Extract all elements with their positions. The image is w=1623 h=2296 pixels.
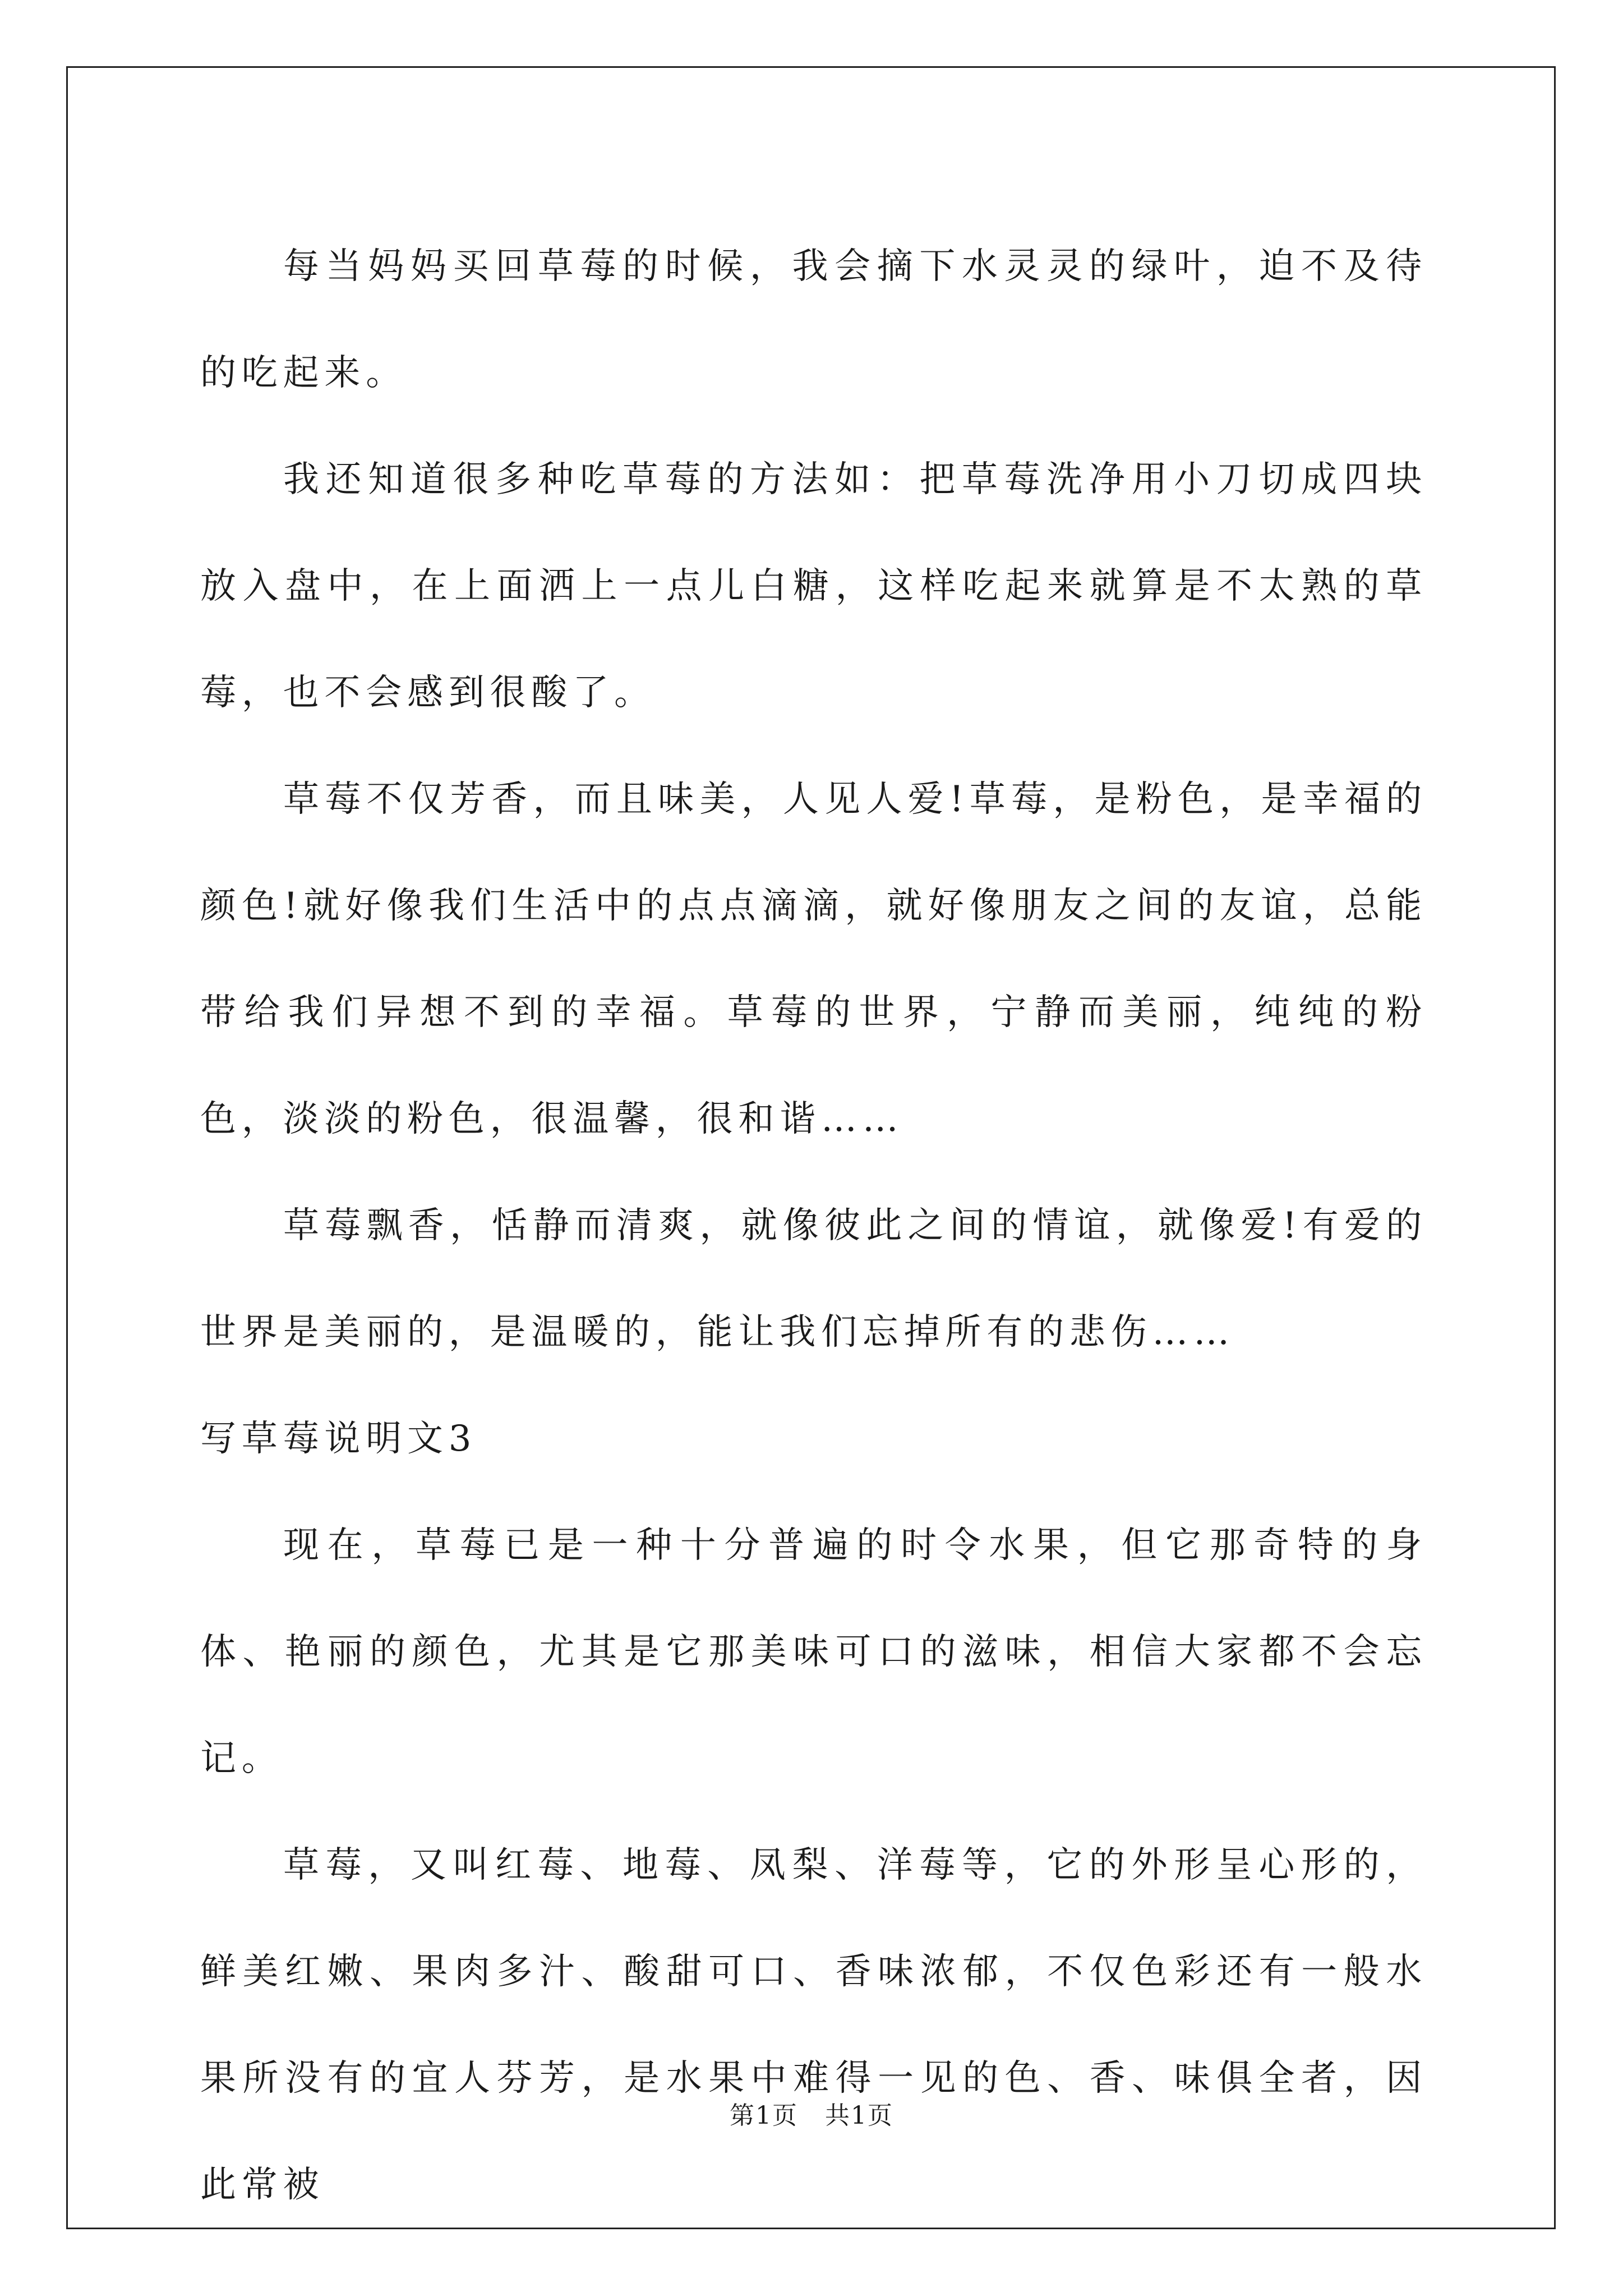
- section-heading: 写草莓说明文3: [200, 1418, 477, 1460]
- page-total: 共1页: [824, 2101, 893, 2130]
- page-number: 第1页: [730, 2101, 799, 2130]
- paragraph-pink-color: 草莓不仅芳香，而且味美，人见人爱!草莓，是粉色，是幸福的颜色!就好像我们生活中的点点滴滴，就好像朋友之间的友谊，总能带给我们异想不到的幸福。草莓的世界，宁静而美丽，纯纯的粉色，淡淡的粉色，很温馨，很和谐……: [200, 779, 1427, 1140]
- paragraph-eating-methods: 我还知道很多种吃草莓的方法如：把草莓洗净用小刀切成四块放入盘中，在上面洒上一点儿白糖，这样吃起来就算是不太熟的草莓，也不会感到很酸了。: [200, 459, 1427, 714]
- paragraph-eating-strawberries: 每当妈妈买回草莓的时候，我会摘下水灵灵的绿叶，迫不及待的吃起来。: [200, 246, 1427, 394]
- paragraph-description: 草莓，又叫红莓、地莓、凤梨、洋莓等，它的外形呈心形的，鲜美红嫩、果肉多汁、酸甜可口、香味浓郁，不仅色彩还有一般水果所没有的宜人芬芳，是水果中难得一见的色、香、味俱全者，因此常被: [200, 1844, 1427, 2206]
- paragraph-common-fruit: 现在，草莓已是一种十分普遍的时令水果，但它那奇特的身体、艳丽的颜色，尤其是它那美味可口的滋味，相信大家都不会忘记。: [200, 1525, 1427, 1779]
- page-footer: [0, 2095, 1623, 2131]
- document-body: [200, 213, 1427, 2238]
- paragraph-fragrance: 草莓飘香，恬静而清爽，就像彼此之间的情谊，就像爱!有爱的世界是美丽的，是温暖的，能让我们忘掉所有的悲伤……: [200, 1205, 1427, 1353]
